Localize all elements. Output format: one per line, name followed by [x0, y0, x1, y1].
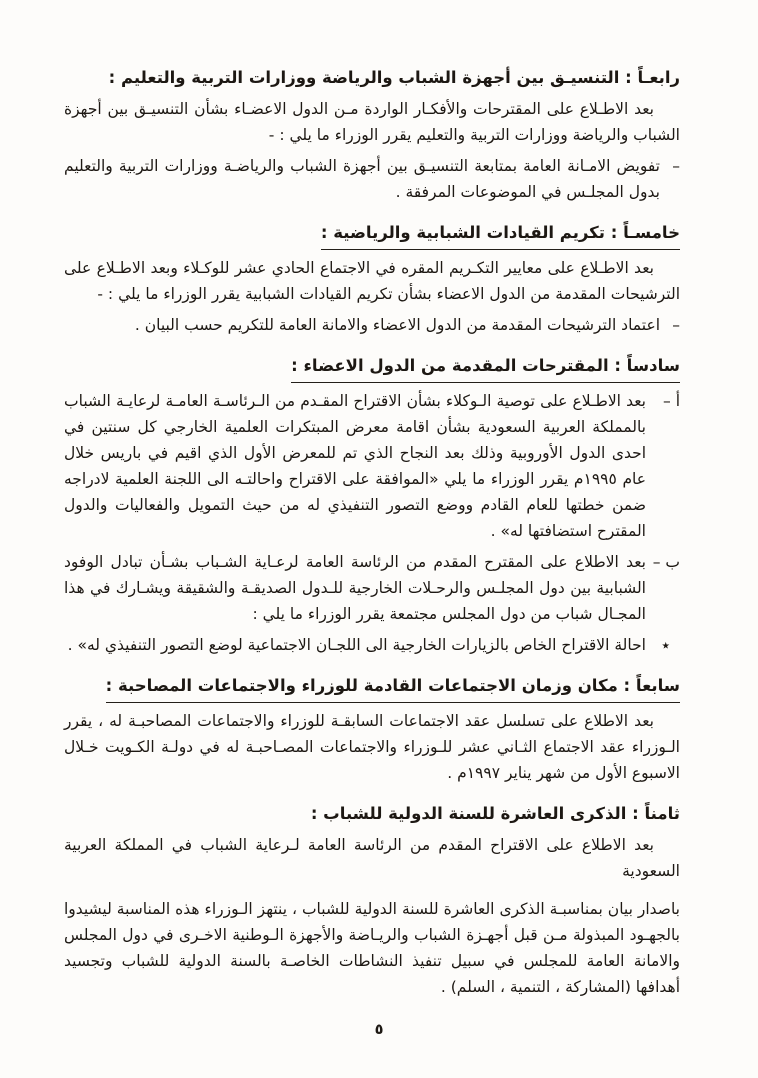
paragraph: بعد الاطلاع على تسلسل عقد الاجتماعات السابقـة للوزراء والاجتماعات المصاحبـة له ، يقرر الـوزراء عقد الاجتماع الثـاني عشر للـوزراء والاجتماعات المصـاحبـة له في دولـة الكـويت خـلال الاسبوع الأول من شهر يناير ١٩٩٧م . — [64, 712, 680, 782]
list-item-text: اعتماد الترشيحات المقدمة من الدول الاعضاء والامانة العامة للتكريم حسب البيان . — [134, 316, 660, 334]
section-heading-text: سابعاً : مكان وزمان الاجتماعات القادمة للوزراء والاجتماعات المصاحبة : — [106, 672, 680, 703]
section-international-youth-year — [64, 800, 680, 1000]
section-coordination — [64, 64, 680, 205]
section-heading — [64, 352, 680, 383]
section-heading-text: سادساً : المقترحات المقدمة من الدول الاعضاء : — [291, 352, 680, 383]
section-heading — [64, 672, 680, 703]
section-heading — [64, 219, 680, 250]
list-item-text: احالة الاقتراح الخاص بالزيارات الخارجية الى اللجـان الاجتماعية لوضع التصور التنفيذي له» . — [67, 636, 646, 654]
item-marker: – — [672, 157, 680, 175]
list-item-text: بعد الاطـلاع على توصية الـوكلاء بشأن الاقتراح المقـدم من الـرئاسـة العامـة لرعايـة الشباب بالمملكة العربية السعودية بشأن اقامة معرض المبتكرات العلمية الخارجي كل سنتين في احدى الدول الأوروبية وذلك بعد النجاح الذي تم للمعرض الأول الذي اقيم في باريس خلال عام ١٩٩٥م يقرر الوزراء ما يلي «الموافقة على الاقتراح واحالتـه الى اللجنة العلمية لادراجه ضمن خطتها للعام القادم ووضع التصور التنفيذي له من حيث التمويل والفعاليات والدول المقترح استضافتها له» . — [64, 392, 647, 540]
section-member-states-proposals — [64, 352, 680, 658]
item-marker: – — [672, 316, 680, 334]
list-item-b — [64, 549, 680, 627]
list-item-star — [64, 632, 680, 658]
paragraph: بعد الاطـلاع على المقترحات والأفكـار الواردة مـن الدول الاعضـاء بشأن التنسيـق بين أجهزة الشباب والرياضة ووزارات التربية والتعليم يقرر الوزراء ما يلي : - — [64, 100, 680, 144]
section-heading-text: خامسـاً : تكريم القيادات الشبابية والرياضية : — [321, 219, 680, 250]
star-bullet-icon: ٭ — [661, 636, 670, 654]
paragraph: بعد الاطلاع على الاقتراح المقدم من الرئاسة العامة لـرعاية الشباب في المملكة العربية السعودية — [64, 836, 680, 880]
list-item-text: تفويض الامـانة العامة بمتابعة التنسيـق بين أجهزة الشباب والرياضـة ووزارات التربية والتعليم بدول المجلـس في الموضوعات المرفقة . — [64, 157, 660, 201]
section-heading — [64, 800, 680, 827]
section-heading-text: ثامناً : الذكرى العاشرة للسنة الدولية للشباب : — [310, 804, 680, 823]
item-marker: ب – — [652, 553, 680, 571]
paragraph: بعد الاطـلاع على معايير التكـريم المقره في الاجتماع الحادي عشر للوكـلاء وبعد الاطـلاع على الترشيحات المقدمة من الدول الاعضاء بشأن تكريم القيادات الشبابية يقرر الوزراء ما يلي : - — [64, 259, 680, 303]
section-next-meetings — [64, 672, 680, 786]
section-heading-text: رابعـاً : التنسيـق بين أجهزة الشباب والرياضة ووزارات التربية والتعليم : — [108, 68, 680, 87]
list-item — [64, 312, 680, 338]
page-number: ٥ — [374, 1022, 384, 1038]
list-item-text: بعد الاطلاع على المقترح المقدم من الرئاسة العامة لرعـاية الشـباب بشـأن تبادل الوفود الشبابية بين دول المجلـس والرحـلات الخارجية للـدول الصديقـة والشقيقة ويشـارك في هذا المجـال شباب من دول المجلس مجتمعة يقرر الوزراء ما يلي : — [64, 553, 646, 623]
list-item-a — [64, 388, 680, 544]
list-item — [64, 153, 680, 205]
paragraph: باصدار بيان بمناسبـة الذكرى العاشرة للسنة الدولية للشباب ، ينتهز الـوزراء هذه المناسبة ليشيدوا بالجهـود المبذولة مـن قبل أجهـزة الشباب والريـاضة والأجهزة الـوطنية الاخـرى في دول المجلس والامانة العامة للمجلس في سبيل تنفيذ النشاطات الخاصـة بالسنة الدولية للشباب وتجسيد أهدافها (المشاركة ، التنمية ، السلم) . — [64, 900, 680, 996]
section-heading — [64, 64, 680, 91]
section-honoring-youth-leaders — [64, 219, 680, 338]
item-marker: أ – — [663, 392, 680, 410]
